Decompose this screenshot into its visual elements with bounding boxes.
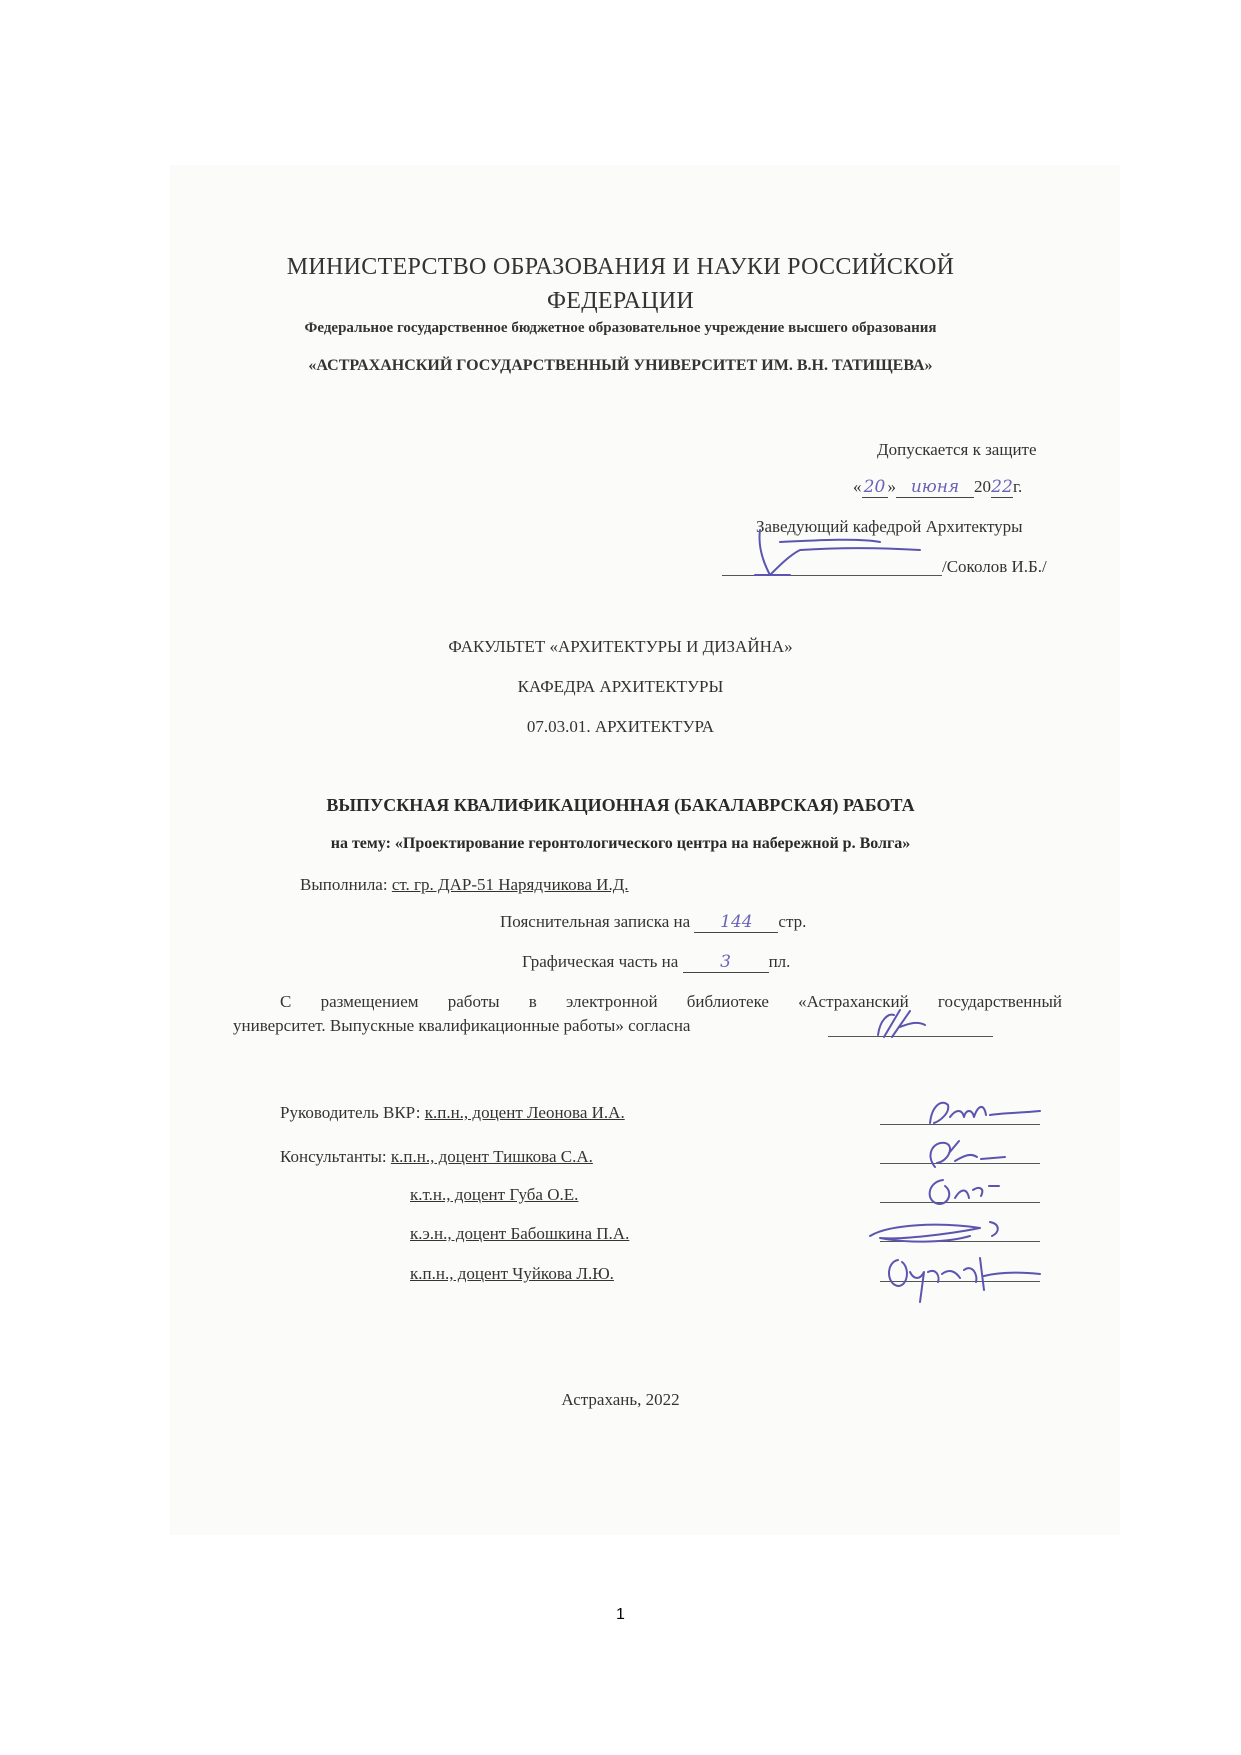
date-open-quote: « (853, 477, 862, 496)
head-of-department-name: /Соколов И.Б./ (942, 557, 1047, 576)
graphic-part-line (522, 952, 790, 973)
note-unit: стр. (778, 912, 807, 931)
consultant-name: к.п.н., доцент Тишкова С.А. (390, 1147, 593, 1166)
graphic-label: Графическая часть на (522, 952, 679, 971)
approval-date (853, 477, 1022, 498)
graphic-count: 3 (683, 952, 769, 973)
consultants-label: Консультанты: (280, 1147, 391, 1166)
faculty-name: ФАКУЛЬТЕТ «АРХИТЕКТУРЫ И ДИЗАЙНА» (448, 637, 793, 656)
date-month: июня (896, 477, 974, 498)
consultant-name: к.п.н., доцент Чуйкова Л.Ю. (410, 1264, 614, 1283)
work-topic: на тему: «Проектирование геронтологического центра на набережной р. Волга» (330, 835, 911, 852)
date-close-quote: » (887, 477, 896, 496)
author-name: ст. гр. ДАР-51 Нарядчикова И.Д. (391, 875, 629, 894)
consultant-signature (860, 1212, 1040, 1252)
page-number: 1 (616, 1606, 625, 1623)
explanatory-note-line (500, 912, 806, 933)
institution-type: Федеральное государственное бюджетное образовательное учреждение высшего образования (304, 320, 937, 336)
consultant-name: к.э.н., доцент Бабошкина П.А. (410, 1224, 630, 1243)
graphic-unit: пл. (768, 952, 791, 971)
consultant-signature (880, 1250, 1050, 1310)
department-name: КАФЕДРА АРХИТЕКТУРЫ (517, 677, 724, 696)
university-name: «АСТРАХАНСКИЙ ГОСУДАРСТВЕННЫЙ УНИВЕРСИТЕТ ИМ. В.Н. ТАТИЩЕВА» (308, 357, 933, 374)
supervisor-line (280, 1103, 625, 1123)
consent-line-2: университет. Выпускные квалификационные работы» согласна (233, 1016, 691, 1035)
date-year-prefix: 20 (974, 477, 991, 496)
consultant-signature (915, 1135, 1035, 1175)
admitted-to-defense: Допускается к защите (877, 440, 1037, 459)
consultant-name: к.т.н., доцент Губа О.Е. (410, 1185, 579, 1204)
supervisor-name: к.п.н., доцент Леонова И.А. (424, 1103, 625, 1122)
head-signature (740, 520, 940, 590)
consent-line-1: С размещением работы в электронной библиотеке «Астраханский государственный (280, 992, 1062, 1011)
author-line (300, 875, 629, 895)
note-label: Пояснительная записка на (500, 912, 691, 931)
date-year-suffix: 22 (991, 477, 1013, 497)
ministry-line-1: МИНИСТЕРСТВО ОБРАЗОВАНИЯ И НАУКИ РОССИЙСКОЙ (286, 254, 955, 280)
supervisor-signature (920, 1095, 1050, 1135)
consultant-signature (915, 1172, 1035, 1212)
program-code: 07.03.01. АРХИТЕКТУРА (526, 717, 715, 736)
note-pages: 144 (694, 912, 778, 933)
consent-signature (870, 1005, 930, 1045)
supervisor-label: Руководитель ВКР: (280, 1103, 425, 1122)
work-title: ВЫПУСКНАЯ КВАЛИФИКАЦИОННАЯ (БАКАЛАВРСКАЯ) РАБОТА (326, 795, 915, 815)
date-day: 20 (862, 477, 888, 498)
ministry-line-2: ФЕДЕРАЦИИ (547, 288, 694, 314)
city-and-year: Астрахань, 2022 (561, 1390, 680, 1409)
author-label: Выполнила: (300, 875, 392, 894)
consultants-line (280, 1147, 593, 1167)
head-of-department-title: Заведующий кафедрой Архитектуры (756, 517, 1023, 536)
date-year-unit: г. (1013, 477, 1023, 496)
